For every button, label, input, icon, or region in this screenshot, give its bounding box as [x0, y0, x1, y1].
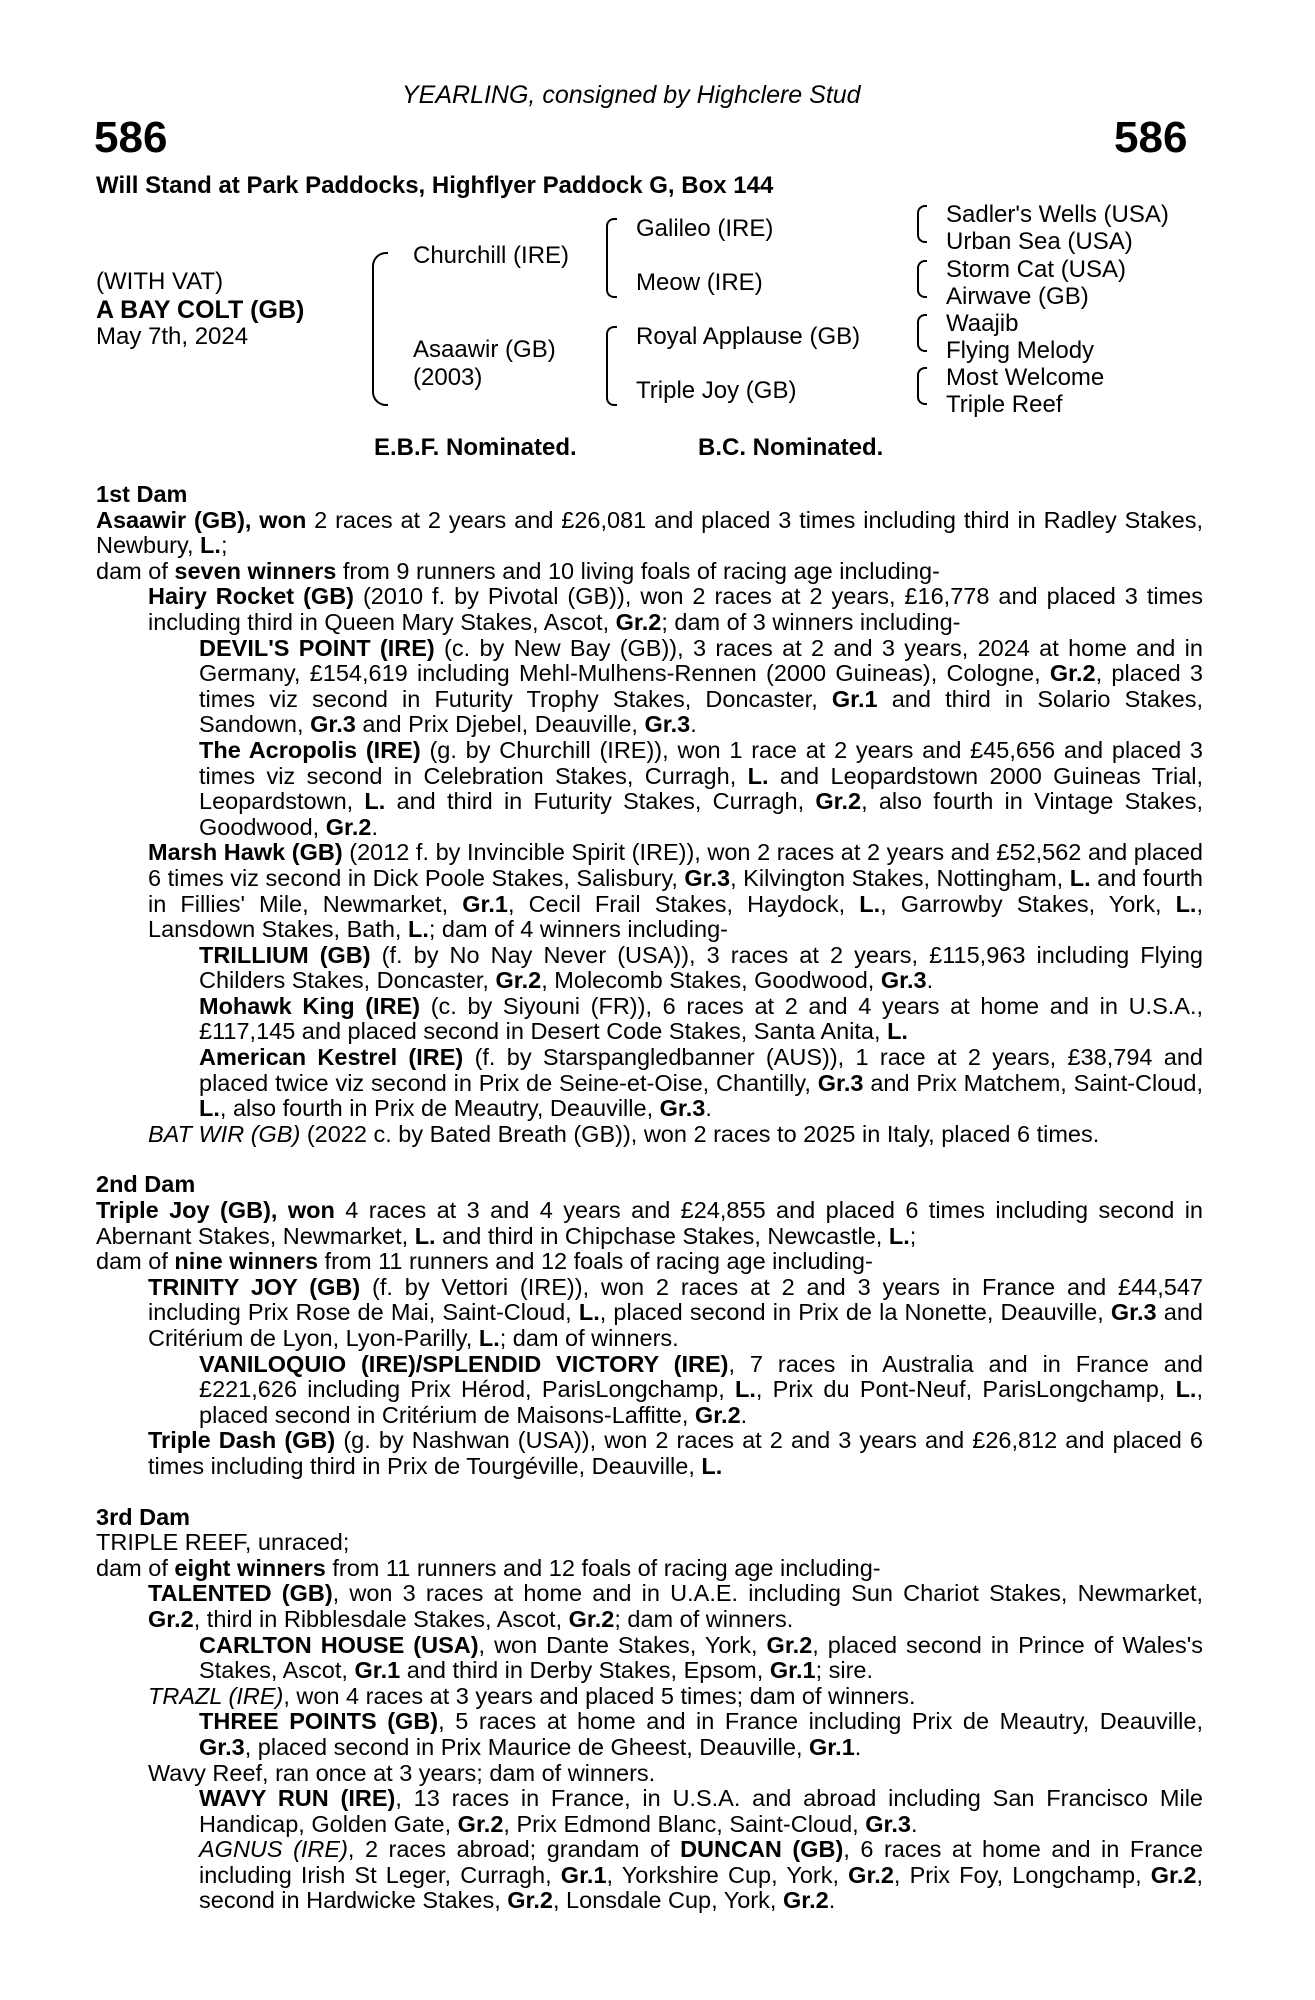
dam: Asaawir (GB): [413, 336, 556, 363]
produce-three-points: THREE POINTS (GB), 5 races at home and in France including Prix de Meautry, Deauville, Gr.3, placed second in Prix Maurice de Gheest, Deauville, Gr.1.: [199, 1708, 1203, 1760]
first-dam-heading: 1st Dam: [96, 481, 188, 507]
produce-triple-dash: Triple Dash (GB) (g. by Nashwan (USA)), won 2 races at 2 and 3 years and £26,812 and placed 6 times including third in Prix de Tourgéville, Deauville, L.: [148, 1427, 1203, 1479]
pedigree-brace-gg4: [917, 367, 927, 405]
produce-mohawk-king: Mohawk King (IRE) (c. by Siyouni (FR)), 6 races at 2 and 4 years at home and in U.S.A., £117,145 and placed second in Desert Code Stakes, Santa Anita, L.: [199, 992, 1204, 1045]
gg-dam-sire-dam: Flying Melody: [946, 337, 1095, 364]
gg-dam-dam-sire: Most Welcome: [946, 364, 1105, 391]
produce-trinity-joy: TRINITY JOY (GB) (f. by Vettori (IRE)), won 2 races at 2 and 3 years in France and £44,547 including Prix Rose de Mai, Saint-Cloud, L., placed second in Prix de la Nonette, Deauville, Gr.3 and Critérium de Lyon, Lyon-Parilly, L.; dam of winners.: [148, 1273, 1203, 1351]
produce-wavy-run: WAVY RUN (IRE), 13 races in France, in U.S.A. and abroad including San Francisco Mile Handicap, Golden Gate, Gr.2, Prix Edmond Blanc, Saint-Cloud, Gr.3.: [199, 1785, 1203, 1837]
ebf-nomination: E.B.F. Nominated.: [374, 434, 577, 461]
horse-name: A BAY COLT (GB): [96, 296, 305, 324]
second-dam-record: Triple Joy (GB), won 4 races at 3 and 4 years and £24,855 and placed 6 times including second in Abernant Stakes, Newmarket, L. and third in Chipchase Stakes, Newcastle, L.;: [96, 1197, 1204, 1249]
gg-sire-dam-dam: Airwave (GB): [946, 283, 1089, 310]
gg-dam-sire-sire: Waajib: [946, 310, 1019, 337]
lot-number-right: 586: [1114, 113, 1188, 162]
produce-wavy-reef: Wavy Reef, ran once at 3 years; dam of winners.: [148, 1759, 656, 1786]
produce-carlton-house: CARLTON HOUSE (USA), won Dante Stakes, York, Gr.2, placed second in Prince of Wales's Stakes, Ascot, Gr.1 and third in Derby Stakes, Epsom, Gr.1; sire.: [199, 1631, 1203, 1684]
location: Will Stand at Park Paddocks, Highflyer Paddock G, Box 144: [96, 172, 774, 199]
third-dam-produce-summary: dam of eight winners from 11 runners and 12 foals of racing age including-: [96, 1554, 881, 1581]
vat-note: (WITH VAT): [96, 268, 224, 295]
lot-number-left: 586: [94, 113, 168, 162]
first-dam-record: Asaawir (GB), won 2 races at 2 years and £26,081 and placed 3 times including third in Radley Stakes, Newbury, L.;: [96, 506, 1203, 559]
produce-bat-wir: BAT WIR (GB) (2022 c. by Bated Breath (GB)), won 2 races to 2025 in Italy, placed 6 times.: [148, 1120, 1100, 1147]
gg-sire-dam-sire: Storm Cat (USA): [946, 256, 1127, 283]
pedigree-brace-gg3: [917, 314, 927, 352]
bc-nomination: B.C. Nominated.: [698, 434, 884, 461]
subtitle: YEARLING, consigned by Highclere Stud: [402, 81, 861, 109]
dam-sire: Royal Applause (GB): [636, 323, 861, 350]
horse-dob: May 7th, 2024: [96, 323, 249, 350]
produce-devils-point: DEVIL'S POINT (IRE) (c. by New Bay (GB)), 3 races at 2 and 3 years, 2024 at home and in Germany, £154,619 including Mehl-Mulhens-Rennen (2000 Guineas), Cologne, Gr.2, placed 3 times viz second in Futurity Trophy Stakes, Doncaster, Gr.1 and third in Solario Stakes, Sandown, Gr.3 and Prix Djebel, Deauville, Gr.3.: [199, 634, 1203, 738]
first-dam-produce-summary: dam of seven winners from 9 runners and 10 living foals of racing age including-: [96, 557, 940, 584]
gg-sire-sire-sire: Sadler's Wells (USA): [946, 201, 1169, 228]
produce-talented: TALENTED (GB), won 3 races at home and in U.A.E. including Sun Chariot Stakes, Newmarket, Gr.2, third in Ribblesdale Stakes, Ascot, Gr.2; dam of winners.: [148, 1580, 1204, 1632]
produce-agnus: AGNUS (IRE), 2 races abroad; grandam of DUNCAN (GB), 6 races at home and in France including Irish St Leger, Curragh, Gr.1, Yorkshire Cup, York, Gr.2, Prix Foy, Longchamp, Gr.2, second in Hardwicke Stakes, Gr.2, Lonsdale Cup, York, Gr.2.: [199, 1836, 1203, 1914]
second-dam-produce-summary: dam of nine winners from 11 runners and 12 foals of racing age including-: [96, 1248, 873, 1275]
produce-vaniloquio: VANILOQUIO (IRE)/SPLENDID VICTORY (IRE), 7 races in Australia and in France and £221,626 including Prix Hérod, ParisLongchamp, L., Prix du Pont-Neuf, ParisLongchamp, L., placed second in Critérium de Maisons-Laffitte, Gr.2.: [199, 1350, 1203, 1428]
produce-american-kestrel: American Kestrel (IRE) (f. by Starspangledbanner (AUS)), 1 race at 2 years, £38,794 and placed twice viz second in Prix de Seine-et-Oise, Chantilly, Gr.3 and Prix Matchem, Saint-Cloud, L., also fourth in Prix de Meautry, Deauville, Gr.3.: [199, 1044, 1203, 1122]
catalogue-body: [96, 482, 1203, 1914]
pedigree-brace-gg2: [917, 260, 927, 298]
produce-marsh-hawk: Marsh Hawk (GB) (2012 f. by Invincible Spirit (IRE)), won 2 races at 2 years and £52,562 and placed 6 times viz second in Dick Poole Stakes, Salisbury, Gr.3, Kilvington Stakes, Nottingham, L. and fourth in Fillies' Mile, Newmarket, Gr.1, Cecil Frail Stakes, Haydock, L., Garrowby Stakes, York, L., Lansdown Stakes, Bath, L.; dam of 4 winners including-: [148, 839, 1204, 943]
produce-the-acropolis: The Acropolis (IRE) (g. by Churchill (IRE)), won 1 race at 2 years and £45,656 and placed 3 times viz second in Celebration Stakes, Curragh, L. and Leopardstown 2000 Guineas Trial, Leopardstown, L. and third in Futurity Stakes, Curragh, Gr.2, also fourth in Vintage Stakes, Goodwood, Gr.2.: [199, 736, 1204, 840]
pedigree-brace-gg1: [917, 205, 927, 243]
sire: Churchill (IRE): [413, 242, 570, 269]
produce-trazl: TRAZL (IRE), won 4 races at 3 years and placed 5 times; dam of winners.: [148, 1682, 916, 1709]
sire-sire: Galileo (IRE): [636, 215, 774, 242]
dam-year: (2003): [413, 364, 483, 391]
pedigree-brace-dam: [606, 326, 617, 406]
gg-dam-dam-dam: Triple Reef: [946, 391, 1063, 418]
produce-trillium: TRILLIUM (GB) (f. by No Nay Never (USA)), 3 races at 2 years, £115,963 including Flying Childers Stakes, Doncaster, Gr.2, Molecomb Stakes, Goodwood, Gr.3.: [199, 941, 1203, 994]
second-dam-heading: 2nd Dam: [96, 1171, 196, 1198]
dam-dam: Triple Joy (GB): [636, 377, 797, 404]
sire-dam: Meow (IRE): [636, 269, 763, 296]
third-dam-heading: 3rd Dam: [96, 1503, 191, 1530]
produce-hairy-rocket: Hairy Rocket (GB) (2010 f. by Pivotal (GB)), won 2 races at 2 years, £16,778 and placed 3 times including third in Queen Mary Stakes, Ascot, Gr.2; dam of 3 winners including-: [148, 583, 1203, 635]
pedigree-brace-main: [372, 252, 388, 406]
pedigree-brace-sire: [606, 218, 617, 298]
gg-sire-sire-dam: Urban Sea (USA): [946, 228, 1133, 255]
third-dam-record: TRIPLE REEF, unraced;: [96, 1529, 350, 1556]
